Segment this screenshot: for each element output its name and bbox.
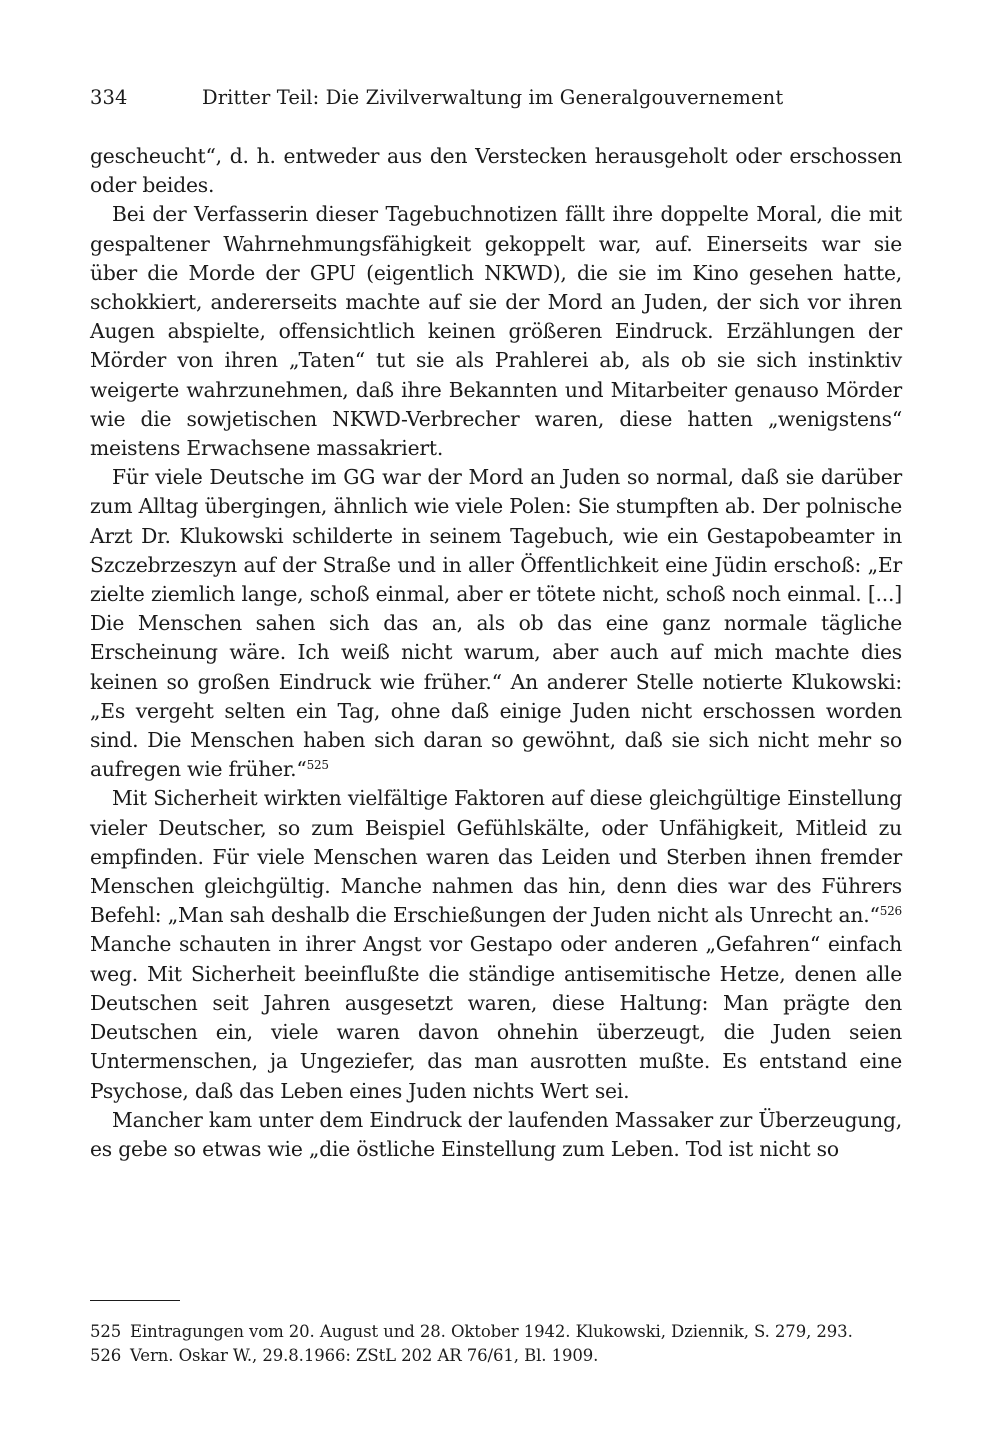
paragraph-4	[90, 784, 902, 1105]
page-number: 334	[90, 86, 128, 109]
footnote-text: Eintragungen vom 20. August und 28. Oktober 1942. Klukowski, Dziennik, S. 279, 293.	[130, 1322, 853, 1341]
footnote-526	[90, 1344, 902, 1368]
footnote-number: 525	[90, 1322, 122, 1341]
paragraph-1: gescheucht“, d. h. entweder aus den Verstecken herausgeholt oder erschossen oder beides.	[90, 144, 902, 198]
footnote-ref-526[interactable]: 526	[879, 904, 902, 919]
paragraph-5: Mancher kam unter dem Eindruck der laufenden Massaker zur Überzeugung, es gebe so etwas wie „die östliche Einstellung zum Leben. Tod ist nicht so	[90, 1107, 902, 1161]
footnote-divider	[90, 1300, 180, 1301]
paragraph-4-text-b: Manche schauten in ihrer Angst vor Gestapo oder anderen „Gefahren“ einfach weg. Mit Sicherheit beeinflußte die ständige antisemitische Hetze, denen alle Deutschen seit Jahren ausgesetzt waren, diese Haltung: Man prägte den Deutschen ein, viele waren davon ohnehin überzeugt, die Juden seien Untermenschen, ja Ungeziefer, das man ausrotten mußte. Es entstand eine Psychose, daß das Leben eines Juden nichts Wert sei.	[90, 932, 902, 1103]
paragraph-2: Bei der Verfasserin dieser Tagebuchnotizen fällt ihre doppelte Moral, die mit gespaltener Wahrnehmungsfähigkeit gekoppelt war, auf. Einerseits war sie über die Morde der GPU (eigentlich NKWD), die sie im Kino gesehen hatte, schokkiert, andererseits machte auf sie der Mord an Juden, der sich vor ihren Augen abspielte, offensichtlich keinen größeren Eindruck. Erzählungen der Mörder von ihren „Taten“ tut sie als Prahlerei ab, als ob sie sich instinktiv weigerte wahrzunehmen, daß ihre Bekannten und Mitarbeiter genauso Mörder wie die sowjetischen NKWD-Verbrecher waren, diese hatten „wenigstens“ meistens Erwachsene massakriert.	[90, 202, 902, 461]
footnote-number: 526	[90, 1346, 122, 1365]
running-title: Dritter Teil: Die Zivilverwaltung im Generalgouvernement	[202, 86, 784, 109]
body-text	[90, 142, 902, 1164]
footnote-525	[90, 1320, 902, 1344]
paragraph-3	[90, 463, 902, 784]
paragraph-4-text-a: Mit Sicherheit wirkten vielfältige Faktoren auf diese gleichgültige Einstellung vieler Deutscher, so zum Beispiel Gefühlskälte, oder Unfähigkeit, Mitleid zu empfinden. Für viele Menschen waren das Leiden und Sterben ihnen fremder Menschen gleichgültig. Manche nahmen das hin, denn dies war des Führers Befehl: „Man sah deshalb die Erschießungen der Juden nicht als Unrecht an.“	[90, 786, 902, 928]
footnotes	[90, 1320, 902, 1368]
paragraph-3-text: Für viele Deutsche im GG war der Mord an Juden so normal, daß sie darüber zum Alltag übergingen, ähnlich wie viele Polen: Sie stumpften ab. Der polnische Arzt Dr. Klukowski schilderte in seinem Tagebuch, wie ein Gestapobeamter in Szczebrzeszyn auf der Straße und in aller Öffentlichkeit eine Jüdin erschoß: „Er zielte ziemlich lange, schoß einmal, aber er tötete nicht, schoß noch einmal. [...] Die Menschen sahen sich das an, als ob das eine ganz normale tägliche Erscheinung wäre. Ich weiß nicht warum, aber auch auf mich machte dies keinen so großen Eindruck wie früher.“ An anderer Stelle notierte Klukowski: „Es vergeht selten ein Tag, ohne daß einige Juden nicht erschossen worden sind. Die Menschen haben sich daran so gewöhnt, daß sie sich nicht mehr so aufregen wie früher.“	[90, 465, 902, 782]
footnote-text: Vern. Oskar W., 29.8.1966: ZStL 202 AR 76/61, Bl. 1909.	[130, 1346, 599, 1365]
page-header	[90, 86, 920, 118]
footnote-ref-525[interactable]: 525	[306, 758, 329, 773]
